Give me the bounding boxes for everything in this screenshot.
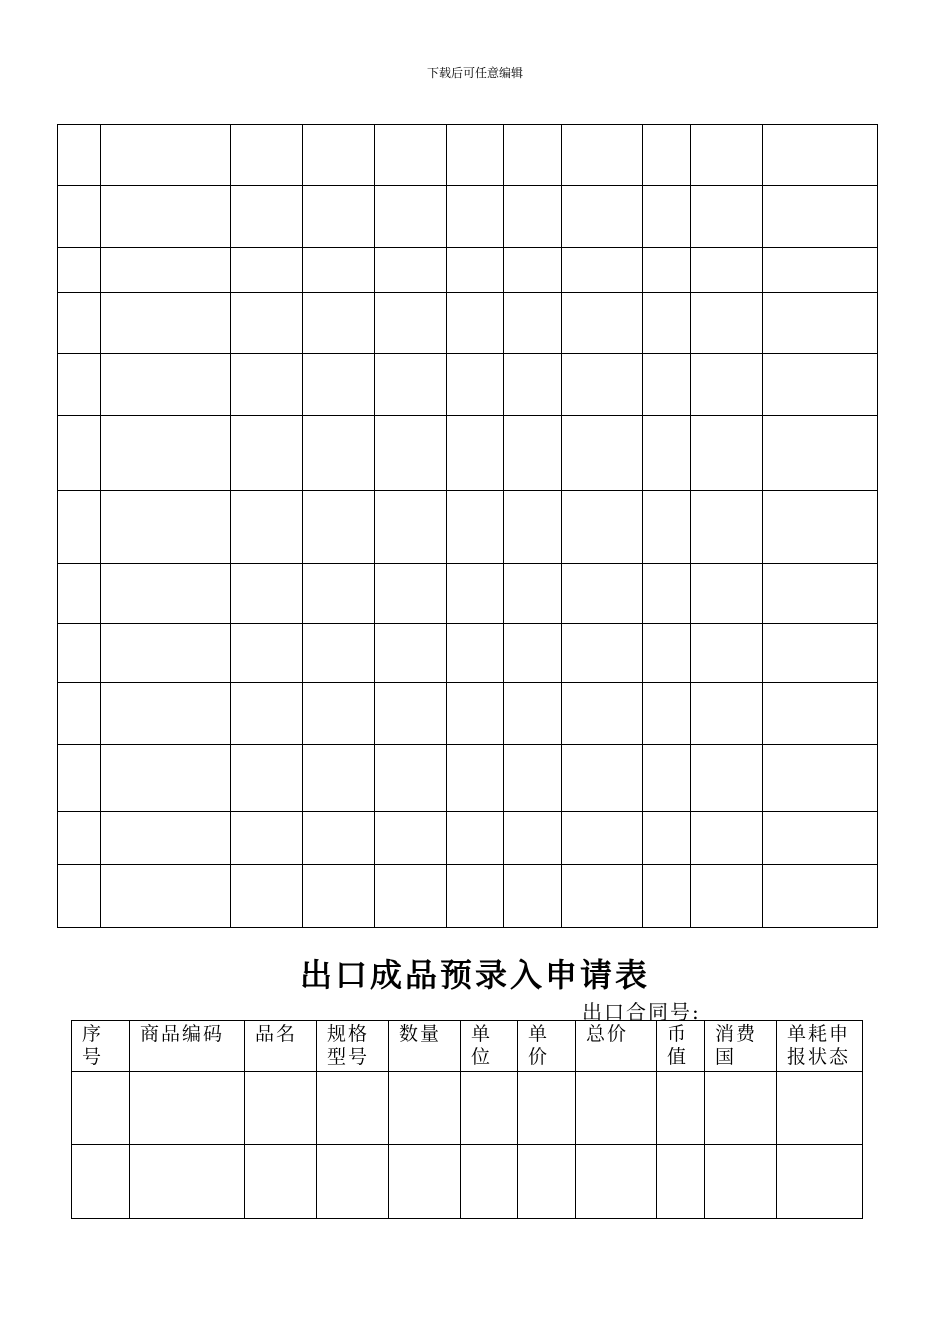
table-cell[interactable] bbox=[303, 293, 375, 354]
col-header-status: 单耗申报状态 bbox=[777, 1021, 863, 1072]
table-cell[interactable] bbox=[58, 248, 101, 293]
table-cell[interactable] bbox=[504, 248, 562, 293]
table-cell[interactable] bbox=[101, 186, 231, 248]
table-cell[interactable] bbox=[691, 186, 763, 248]
table-cell[interactable] bbox=[562, 624, 643, 683]
table-cell[interactable] bbox=[763, 186, 878, 248]
table-cell[interactable] bbox=[130, 1145, 245, 1219]
table-cell[interactable] bbox=[691, 683, 763, 745]
table-cell[interactable] bbox=[562, 248, 643, 293]
table-cell[interactable] bbox=[375, 248, 447, 293]
table-cell[interactable] bbox=[447, 293, 504, 354]
table-cell[interactable] bbox=[303, 564, 375, 624]
table-cell[interactable] bbox=[447, 683, 504, 745]
table-cell[interactable] bbox=[447, 812, 504, 865]
table-cell[interactable] bbox=[231, 865, 303, 928]
table-cell[interactable] bbox=[58, 293, 101, 354]
table-cell[interactable] bbox=[763, 624, 878, 683]
table-cell[interactable] bbox=[245, 1072, 317, 1145]
col-header-price: 单价 bbox=[518, 1021, 576, 1072]
table-cell[interactable] bbox=[303, 248, 375, 293]
table-cell[interactable] bbox=[375, 683, 447, 745]
table-cell[interactable] bbox=[562, 865, 643, 928]
table-cell[interactable] bbox=[447, 416, 504, 491]
table-cell[interactable] bbox=[447, 125, 504, 186]
table-cell[interactable] bbox=[504, 354, 562, 416]
table-row bbox=[72, 1145, 863, 1219]
table-cell[interactable] bbox=[231, 683, 303, 745]
table-cell[interactable] bbox=[643, 812, 691, 865]
table-cell[interactable] bbox=[303, 354, 375, 416]
table-cell[interactable] bbox=[303, 125, 375, 186]
table-cell[interactable] bbox=[101, 683, 231, 745]
col-header-total: 总价 bbox=[576, 1021, 657, 1072]
col-header-country: 消费国 bbox=[705, 1021, 777, 1072]
table-cell[interactable] bbox=[375, 745, 447, 812]
table-cell[interactable] bbox=[504, 865, 562, 928]
table-cell[interactable] bbox=[763, 354, 878, 416]
table-cell[interactable] bbox=[562, 186, 643, 248]
contract-number-label: 出口合同号: bbox=[582, 1000, 701, 1024]
table-cell[interactable] bbox=[763, 812, 878, 865]
table-row bbox=[58, 186, 878, 248]
table-cell[interactable] bbox=[705, 1072, 777, 1145]
table-cell[interactable] bbox=[303, 812, 375, 865]
table-row bbox=[58, 745, 878, 812]
table-cell[interactable] bbox=[643, 564, 691, 624]
table-cell[interactable] bbox=[231, 125, 303, 186]
col-header-seq: 序号 bbox=[72, 1021, 130, 1072]
table-row bbox=[58, 248, 878, 293]
table-cell[interactable] bbox=[643, 248, 691, 293]
table-cell[interactable] bbox=[447, 491, 504, 564]
table-cell[interactable] bbox=[691, 125, 763, 186]
table-cell[interactable] bbox=[504, 125, 562, 186]
col-header-spec: 规格型号 bbox=[317, 1021, 389, 1072]
table-cell[interactable] bbox=[562, 293, 643, 354]
table-cell[interactable] bbox=[101, 293, 231, 354]
table-cell[interactable] bbox=[643, 624, 691, 683]
col-header-name: 品名 bbox=[245, 1021, 317, 1072]
table-cell[interactable] bbox=[643, 745, 691, 812]
table-cell[interactable] bbox=[58, 865, 101, 928]
table-row bbox=[58, 564, 878, 624]
table-cell[interactable] bbox=[72, 1145, 130, 1219]
table-cell[interactable] bbox=[691, 865, 763, 928]
table-cell[interactable] bbox=[58, 564, 101, 624]
table-cell[interactable] bbox=[777, 1145, 863, 1219]
table-cell[interactable] bbox=[375, 624, 447, 683]
table-row bbox=[58, 812, 878, 865]
table-cell[interactable] bbox=[375, 125, 447, 186]
table-cell[interactable] bbox=[303, 865, 375, 928]
header-row bbox=[72, 1021, 863, 1072]
table-cell[interactable] bbox=[101, 865, 231, 928]
table-cell[interactable] bbox=[691, 416, 763, 491]
table-cell[interactable] bbox=[72, 1072, 130, 1145]
table-cell[interactable] bbox=[562, 125, 643, 186]
table-cell[interactable] bbox=[231, 564, 303, 624]
table-row bbox=[58, 125, 878, 186]
table-cell[interactable] bbox=[58, 624, 101, 683]
table-cell[interactable] bbox=[101, 416, 231, 491]
table-cell[interactable] bbox=[562, 354, 643, 416]
table-cell[interactable] bbox=[375, 564, 447, 624]
table-cell[interactable] bbox=[101, 624, 231, 683]
table-cell[interactable] bbox=[231, 354, 303, 416]
table-cell[interactable] bbox=[691, 491, 763, 564]
table-cell[interactable] bbox=[317, 1145, 389, 1219]
table-cell[interactable] bbox=[58, 416, 101, 491]
table-cell[interactable] bbox=[691, 624, 763, 683]
table-cell[interactable] bbox=[643, 125, 691, 186]
table-cell[interactable] bbox=[58, 745, 101, 812]
table-cell[interactable] bbox=[691, 293, 763, 354]
table-cell[interactable] bbox=[447, 624, 504, 683]
continuation-grid bbox=[57, 124, 878, 928]
table-cell[interactable] bbox=[504, 293, 562, 354]
table-cell[interactable] bbox=[643, 865, 691, 928]
table-cell[interactable] bbox=[231, 624, 303, 683]
table-cell[interactable] bbox=[461, 1072, 518, 1145]
table-cell[interactable] bbox=[447, 745, 504, 812]
table-cell[interactable] bbox=[447, 564, 504, 624]
table-cell[interactable] bbox=[231, 745, 303, 812]
table-cell[interactable] bbox=[231, 248, 303, 293]
table-cell[interactable] bbox=[763, 248, 878, 293]
table-cell[interactable] bbox=[576, 1145, 657, 1219]
table-cell[interactable] bbox=[303, 683, 375, 745]
table-cell[interactable] bbox=[763, 125, 878, 186]
table-cell[interactable] bbox=[504, 491, 562, 564]
table-cell[interactable] bbox=[504, 745, 562, 812]
table-cell[interactable] bbox=[447, 248, 504, 293]
table-cell[interactable] bbox=[231, 416, 303, 491]
table-cell[interactable] bbox=[763, 416, 878, 491]
table-cell[interactable] bbox=[504, 186, 562, 248]
table-row bbox=[58, 416, 878, 491]
table-cell[interactable] bbox=[562, 491, 643, 564]
table-cell[interactable] bbox=[643, 683, 691, 745]
table-cell[interactable] bbox=[58, 186, 101, 248]
table-cell[interactable] bbox=[303, 186, 375, 248]
table-row bbox=[58, 683, 878, 745]
table-cell[interactable] bbox=[101, 564, 231, 624]
table-cell[interactable] bbox=[691, 812, 763, 865]
table-cell[interactable] bbox=[101, 125, 231, 186]
table-cell[interactable] bbox=[461, 1145, 518, 1219]
table-cell[interactable] bbox=[691, 745, 763, 812]
table-cell[interactable] bbox=[504, 683, 562, 745]
table-cell[interactable] bbox=[562, 745, 643, 812]
col-header-currency: 币值 bbox=[657, 1021, 705, 1072]
table-cell[interactable] bbox=[691, 354, 763, 416]
table-cell[interactable] bbox=[389, 1145, 461, 1219]
application-table bbox=[71, 1020, 863, 1219]
table-cell[interactable] bbox=[389, 1072, 461, 1145]
table-cell[interactable] bbox=[447, 354, 504, 416]
table-row bbox=[58, 624, 878, 683]
table-cell[interactable] bbox=[562, 812, 643, 865]
table-cell[interactable] bbox=[303, 745, 375, 812]
table-cell[interactable] bbox=[101, 745, 231, 812]
table-cell[interactable] bbox=[231, 186, 303, 248]
table-cell[interactable] bbox=[576, 1072, 657, 1145]
table-cell[interactable] bbox=[657, 1072, 705, 1145]
table-cell[interactable] bbox=[504, 416, 562, 491]
table-cell[interactable] bbox=[375, 416, 447, 491]
table-cell[interactable] bbox=[643, 491, 691, 564]
table-cell[interactable] bbox=[303, 624, 375, 683]
table-cell[interactable] bbox=[375, 293, 447, 354]
col-header-unit: 单位 bbox=[461, 1021, 518, 1072]
table-row bbox=[58, 865, 878, 928]
table-cell[interactable] bbox=[58, 125, 101, 186]
table-row bbox=[58, 354, 878, 416]
table-cell[interactable] bbox=[705, 1145, 777, 1219]
table-cell[interactable] bbox=[643, 416, 691, 491]
table-cell[interactable] bbox=[691, 564, 763, 624]
table-cell[interactable] bbox=[101, 354, 231, 416]
table-row bbox=[72, 1072, 863, 1145]
table-cell[interactable] bbox=[562, 683, 643, 745]
table-cell[interactable] bbox=[303, 416, 375, 491]
table-cell[interactable] bbox=[763, 293, 878, 354]
table-cell[interactable] bbox=[375, 812, 447, 865]
table-cell[interactable] bbox=[58, 683, 101, 745]
table-cell[interactable] bbox=[504, 564, 562, 624]
table-cell[interactable] bbox=[447, 865, 504, 928]
table-cell[interactable] bbox=[518, 1145, 576, 1219]
table-cell[interactable] bbox=[58, 491, 101, 564]
table-cell[interactable] bbox=[101, 812, 231, 865]
table-cell[interactable] bbox=[101, 491, 231, 564]
table-cell[interactable] bbox=[562, 416, 643, 491]
table-cell[interactable] bbox=[657, 1145, 705, 1219]
table-cell[interactable] bbox=[643, 293, 691, 354]
table-cell[interactable] bbox=[317, 1072, 389, 1145]
table-row bbox=[58, 491, 878, 564]
table-row bbox=[58, 293, 878, 354]
table-cell[interactable] bbox=[763, 865, 878, 928]
table-cell[interactable] bbox=[375, 491, 447, 564]
table-cell[interactable] bbox=[58, 354, 101, 416]
table-cell[interactable] bbox=[691, 248, 763, 293]
table-cell[interactable] bbox=[58, 812, 101, 865]
table-cell[interactable] bbox=[763, 564, 878, 624]
table-cell[interactable] bbox=[231, 293, 303, 354]
table-cell[interactable] bbox=[245, 1145, 317, 1219]
table-cell[interactable] bbox=[643, 354, 691, 416]
table-cell[interactable] bbox=[303, 491, 375, 564]
table-cell[interactable] bbox=[231, 491, 303, 564]
col-header-code: 商品编码 bbox=[130, 1021, 245, 1072]
table-cell[interactable] bbox=[101, 248, 231, 293]
col-header-qty: 数量 bbox=[389, 1021, 461, 1072]
header-note: 下载后可任意编辑 bbox=[426, 66, 523, 80]
table-cell[interactable] bbox=[763, 683, 878, 745]
table-cell[interactable] bbox=[763, 745, 878, 812]
table-cell[interactable] bbox=[504, 812, 562, 865]
table-cell[interactable] bbox=[763, 491, 878, 564]
table-cell[interactable] bbox=[447, 186, 504, 248]
table-cell[interactable] bbox=[130, 1072, 245, 1145]
table-cell[interactable] bbox=[562, 564, 643, 624]
form-title: 出口成品预录入申请表 bbox=[299, 956, 650, 994]
table-cell[interactable] bbox=[375, 865, 447, 928]
table-cell[interactable] bbox=[643, 186, 691, 248]
table-cell[interactable] bbox=[504, 624, 562, 683]
table-cell[interactable] bbox=[518, 1072, 576, 1145]
table-cell[interactable] bbox=[375, 186, 447, 248]
table-cell[interactable] bbox=[777, 1072, 863, 1145]
table-cell[interactable] bbox=[375, 354, 447, 416]
table-cell[interactable] bbox=[231, 812, 303, 865]
